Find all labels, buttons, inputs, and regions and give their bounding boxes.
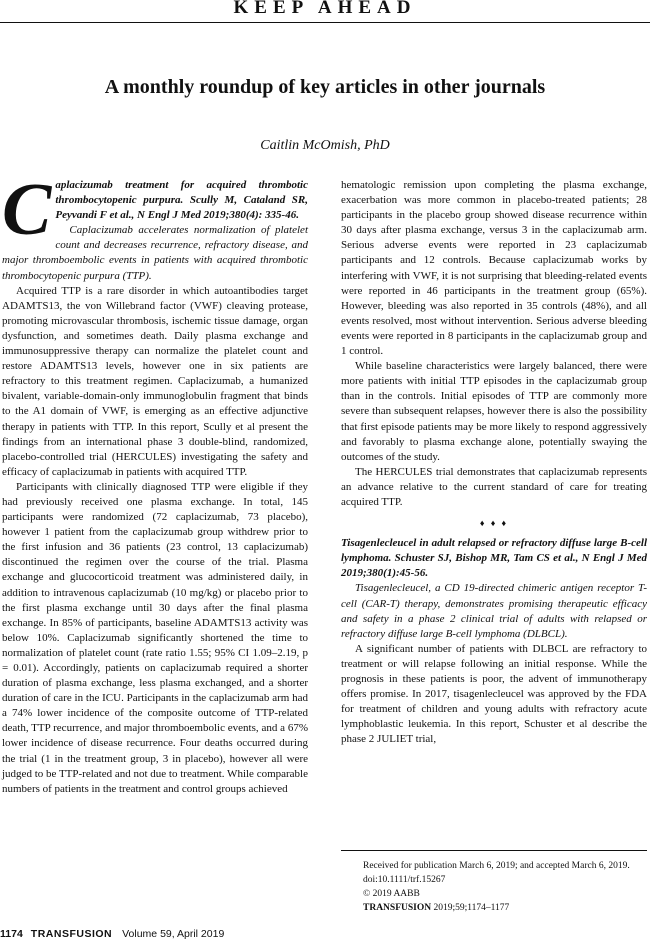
right-column: [341, 178, 647, 747]
article1-paragraph: The HERCULES trial demonstrates that caplacizumab represents an advance relative to the current standard of care for treating acquired TTP.: [341, 465, 647, 508]
article2-paragraph: A significant number of patients with DLBCL are refractory to treatment or will relapse following an initial response. While the prognosis in these patients is poor, the advent of immunotherapy offers promise. In 2017, tisagenlecleucel was approved by the FDA for treatment of children and young adults with refractory acute lymphoblastic leukemia. In this report, Schuster et al describe the phase 2 JULIET trial,: [341, 642, 647, 746]
page-number: 1174: [0, 928, 23, 940]
page-title: A monthly roundup of key articles in other journals: [104, 76, 546, 98]
footer-volume: Volume 59, April 2019: [122, 928, 225, 940]
article1-summary: Caplacizumab accelerates normalization of platelet count and decreases recurrence, refractory disease, and major thromboembolic events in patients with acquired thrombotic thrombocytopenic purpura (TTP).: [2, 224, 308, 282]
article1-paragraph: While baseline characteristics were largely balanced, there were more patients with initial TTP episodes in the caplacizumab group than in the controls. Initial episodes of TTP are commonly more severe than subsequent relapses, however there is also the possibility that first episode patients may be more likely to respond aggressively and favorably to plasma exchange alone, potentially swaying the outcomes of the study.: [341, 360, 647, 463]
footnote-doi: doi:10.1111/trf.15267: [363, 875, 446, 885]
footnote-citation: [341, 901, 647, 915]
section-separator: ♦ ♦ ♦: [479, 518, 509, 529]
footer-journal: TRANSFUSION: [30, 928, 113, 940]
footnote-citation-text: 2019;59;1174–1177: [431, 903, 510, 913]
footnote-copyright: © 2019 AABB: [363, 889, 420, 899]
drop-cap: C: [2, 169, 52, 251]
footnote-received: Received for publication March 6, 2019; and accepted March 6, 2019.: [363, 861, 630, 871]
left-column: [2, 169, 308, 797]
article1-paragraph-continued: hematologic remission upon completing the plasma exchange, exacerbation was more common in placebo-treated patients; 28 participants in the placebo group showed disease recurrence within 30 days after plasma exchange, versus 3 in the caplacizumab arm. Serious adverse events were reported in 23 caplacizumab participants and 12 controls. Because caplacizumab works by interfering with VWF, it is not surprising that bleeding-related events were reported in 46 participants in the treatment group (65%). However, bleeding was also reported in 35 controls (48%), and all events resolved, most without intervention. Serious adverse bleeding events were reported in 8 participants in the caplacizumab group and 1 control.: [341, 179, 647, 358]
article1-paragraph: Participants with clinically diagnosed TTP were eligible if they had previously received one plasma exchange. In total, 145 participants were randomized (72 caplacizumab, 73 placebo), however 1 patient from the caplacizumab group withdrew prior to the first infusion and 36 patients (23 control, 13 caplacizumab) discontinued the regimen over the course of the trial. Plasma exchange and glucocorticoid treatment was administered daily, in addition to intravenous caplacizumab (10 mg/kg) or placebo prior to the first plasma exchange until 30 days after the final plasma exchange. In 85% of participants, baseline ADAMTS13 activity was below 10%. Caplacizumab significantly shortened the time to normalization of platelet count (rate ratio 1.55; 95% CI 1.09–2.19, p = 0.01). Accordingly, patients on caplacizumab required a shorter duration of plasma exchange, less plasma exchanged, and a shorter duration of care in the ICU. Participants in the caplacizumab arm had a 74% lower incidence of the composite outcome of TTP-related death, TTP recurrence, and major thromboembolic events, and a 67% lower incidence of disease recurrence. Four deaths occurred during the trial (1 in the treatment group, 3 in placebo), however all were judged to be TTP-related and not due to treatment. While comparable numbers of patients in the treatment and control groups achieved: [2, 480, 308, 795]
article1-reference: aplacizumab treatment for acquired thrombotic thrombocytopenic purpura. Scully M, Cataland SR, Peyvandi F et al., N Engl J Med 2019;380(4): 335-46.: [55, 179, 308, 222]
article2-summary: Tisagenlecleucel, a CD 19-directed chimeric antigen receptor T-cell (CAR-T) therapy, demonstrates promising therapeutic efficacy and safety in a phase 2 clinical trial of adults with relapsed or refractory diffuse large B-cell lymphoma (DLBCL).: [341, 582, 647, 640]
header-bar: [0, 0, 650, 23]
author-name: Caitlin McOmish, PhD: [260, 138, 390, 153]
footnote: [341, 850, 647, 915]
article1-paragraph: Acquired TTP is a rare disorder in which autoantibodies target ADAMTS13, the von Willebrand factor (VWF) cleaving protease, promoting microvascular thrombosis, ischemic tissue damage, organ dysfunction, and sometimes death. Daily plasma exchange and immunosuppressive therapy can normalize the platelet count and restore ADAMTS13 levels, however one in six patients are refractory to this treatment regimen. Caplacizumab, a humanized bivalent, variable-domain-only immunoglobulin fragment that binds to the A1 domain of VWF, is emerging as an effective adjunctive therapy in patients with TTP. In this report, Scully et al present the findings from an international phase 3 double-blind, randomized, placebo-controlled trial (HERCULES) investigating the safety and efficacy of caplacizumab in patients with acquired TTP.: [2, 284, 308, 478]
article2-reference: Tisagenlecleucel in adult relapsed or refractory diffuse large B-cell lymphoma. Schuster SJ, Bishop MR, Tam CS et al., N Engl J Med 2019;380(1):45-56.: [341, 537, 647, 580]
footnote-journal: TRANSFUSION: [363, 903, 432, 913]
page-footer: [0, 928, 650, 948]
article1-reference-block: [2, 169, 308, 251]
section-label: KEEP AHEAD: [233, 0, 417, 18]
